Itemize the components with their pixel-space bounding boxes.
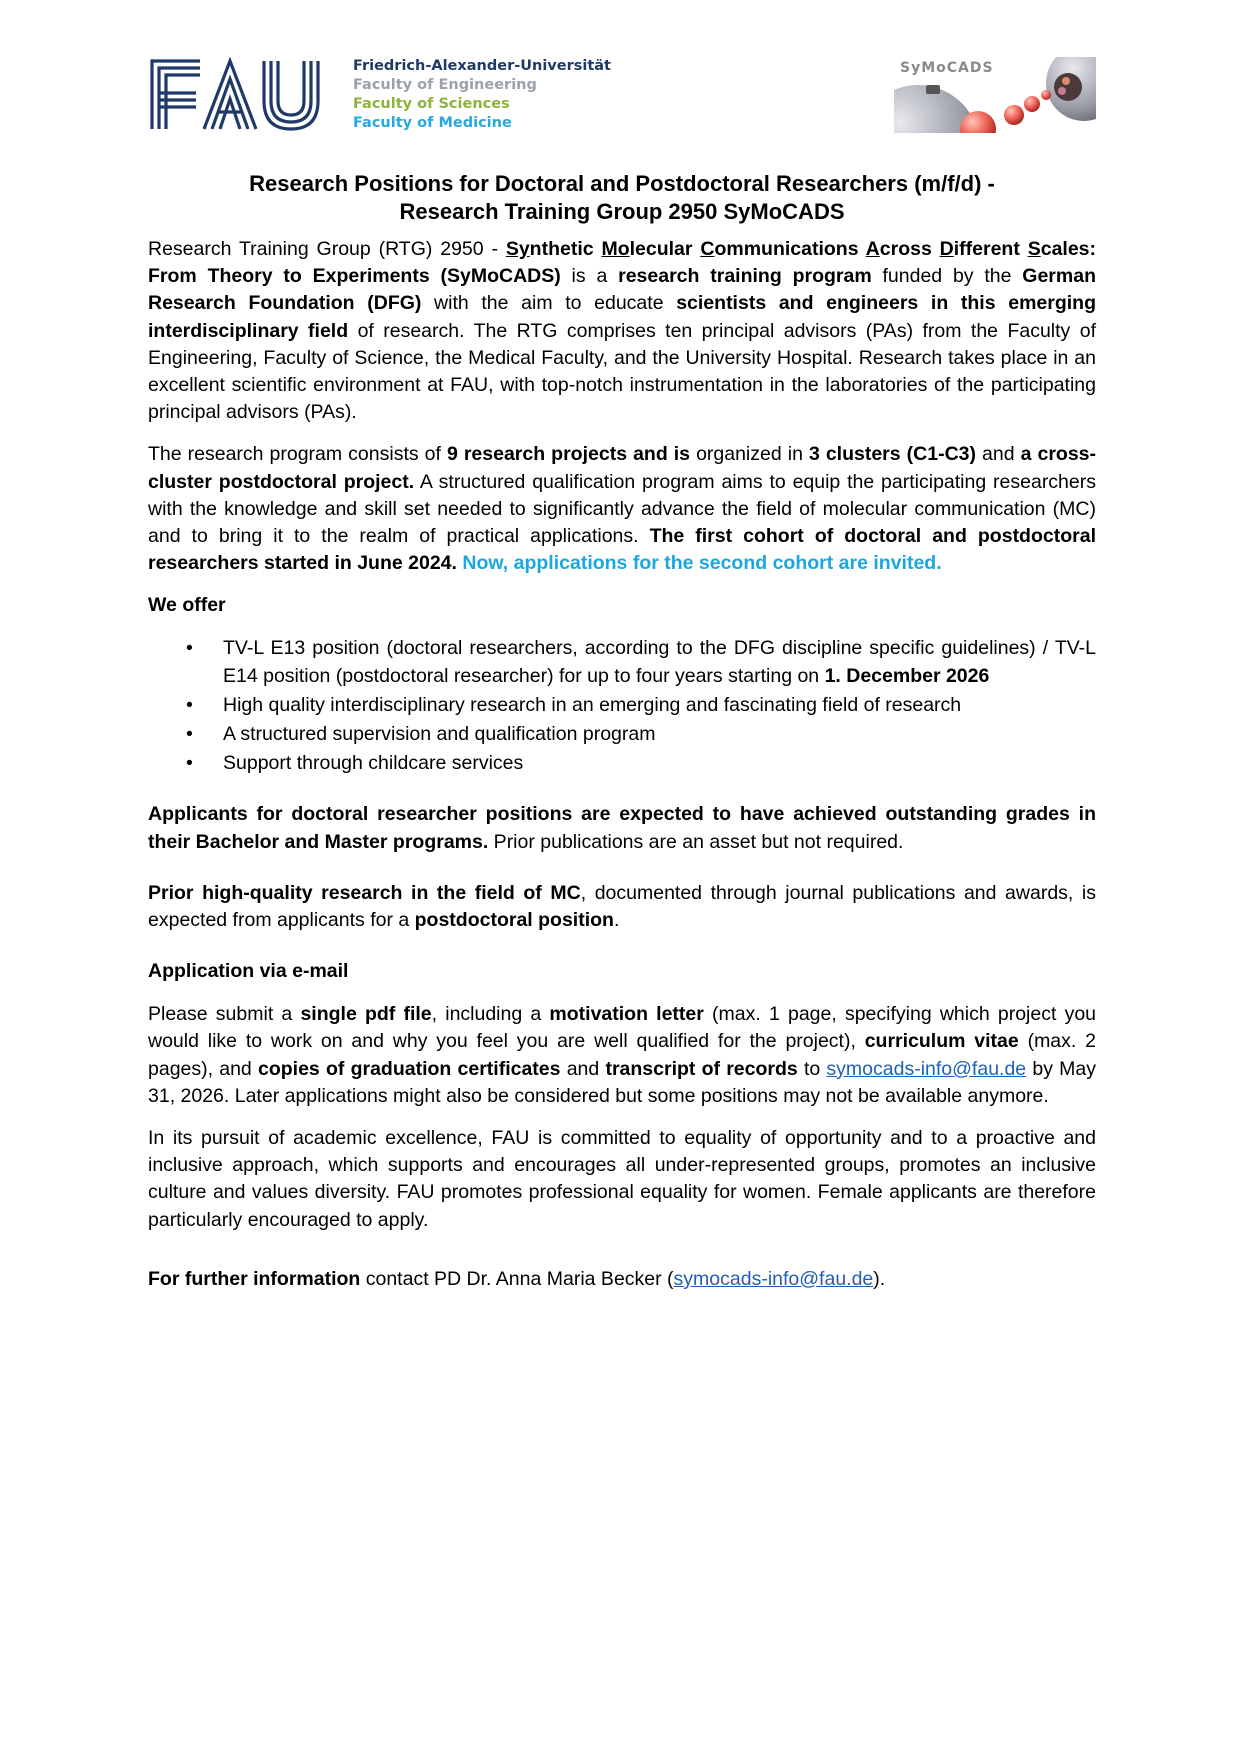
text: Research Training Group (RTG) 2950 - [148,238,506,260]
text: . [613,909,620,932]
text: cales: From Theory to Experiments (SyMoCADS) [148,238,1097,288]
title-line-2: Research Training Group 2950 SyMoCADS [399,199,845,224]
bold-text: single pdf file [300,1003,432,1026]
offer-list [148,635,1096,777]
bold-text: 9 research projects and is [446,443,691,466]
text: organized in [690,443,809,466]
text: (max. 1 page, specifying which project you would like to work on and why you feel you are well qualified for the project), [148,1003,1097,1053]
bullet-icon: • [186,637,193,660]
text: ). [873,1267,886,1290]
list-item [186,750,1096,777]
text: contact PD Dr. Anna Maria Becker ( [360,1267,674,1290]
acronym-letter: A [865,238,880,260]
text: by May 31, 2026. Later applications might also be considered but some positions may not be available anymore. [148,1057,1096,1107]
bold-text: curriculum vitae [864,1030,1019,1053]
bold-text: Prior high-quality research in the field of MC [148,881,581,904]
bold-text: scientists and engineers in this emerging interdisciplinary field [148,292,1096,342]
offer-heading: We offer [148,594,226,617]
acronym-letter: D [939,238,954,260]
text: (max. 2 pages), and [148,1030,1096,1080]
call-for-applications-highlight: Now, applications for the second cohort are invited. [462,552,942,575]
text: ommunications [714,238,866,260]
bold-text: Applicants for doctoral researcher positions are expected to have achieved outstanding grades in their Bachelor and Master programs. [148,803,1096,853]
text: and [976,443,1021,466]
program-paragraph [148,441,1096,577]
acronym-letter: Mo [601,238,630,260]
bold-text: copies of graduation certificates [257,1057,561,1080]
text: funded by the [871,265,1023,288]
equality-paragraph: In its pursuit of academic excellence, FAU is committed to equality of opportunity and to a proactive and inclusive approach, which supports and encourages all under-represented groups, promotes an inclusive culture and values diversity. FAU promotes professional equality for women. Female applicants are therefore particularly encouraged to apply. [148,1127,1096,1231]
text: to [797,1057,827,1080]
bold-text: German Research Foundation (DFG) [148,265,1096,315]
application-paragraph [148,1001,1096,1110]
acronym-letter: S [1027,238,1041,260]
faculty-sciences: Faculty of Sciences [353,96,510,112]
text: ifferent [953,238,1028,260]
text: nthetic [529,238,602,260]
postdoc-requirements [148,880,1096,934]
intro-paragraph [148,236,1096,426]
symocads-wordmark: SyMoCADS [900,60,994,76]
acronym-letter: Sy [505,238,530,260]
text: A structured qualification program aims to equip the participating researchers with the knowledge and skill set needed to significantly advance the field of molecular communication (MC) and to bring it to the realm of practical applications. [148,470,1096,548]
bold-text: a cross-cluster postdoctoral project. [148,443,1097,493]
text: Prior publications are an asset but not required. [488,830,904,853]
faculty-engineering: Faculty of Engineering [353,77,537,93]
list-item [186,721,1096,748]
text: High quality interdisciplinary research in an emerging and fascinating field of research [223,693,962,716]
text: , documented through journal publications and awards, is expected from applicants for a [148,881,1096,932]
bold-text: 3 clusters (C1-C3) [808,443,976,466]
text: and [560,1057,606,1080]
university-name: Friedrich-Alexander-Universität [353,58,611,74]
document-body [148,170,1096,1293]
bullet-icon: • [186,693,193,716]
contact-paragraph [148,1266,1096,1293]
symocads-logo [894,57,1096,133]
application-heading: Application via e-mail [148,960,349,983]
doctoral-requirements [148,801,1096,855]
page-title [148,170,1096,226]
contact-email-link[interactable]: symocads-info@fau.de [673,1267,874,1290]
text: , including a [431,1003,550,1026]
title-line-1: Research Positions for Doctoral and Postdoctoral Researchers (m/f/d) - [249,171,995,196]
text: cross [879,238,940,260]
fau-logo [148,57,348,131]
bold-text: research training program [618,265,872,288]
bullet-icon: • [186,723,193,746]
start-date: 1. December 2026 [824,664,990,687]
acronym-letter: C [700,238,715,260]
text: is a [560,265,619,288]
text: of research. The RTG comprises ten principal advisors (PAs) from the Faculty of Engineering, Faculty of Science, the Medical Faculty, and the University Hospital. Research takes place in an excellent scientific environment at FAU, with top-notch instrumentation in the laboratories of the participating principal advisors (PAs). [148,319,1096,424]
fau-faculty-list [353,57,611,133]
bold-text: For further information [148,1267,361,1290]
text: A structured supervision and qualification program [223,723,656,746]
list-item [186,635,1096,689]
bold-text: The first cohort of doctoral and postdoctoral researchers started in June 2024. [148,525,1096,575]
text: with the aim to educate [421,292,677,315]
fau-logo-mark-icon [148,57,348,131]
bold-text: transcript of records [605,1057,798,1080]
application-email-link[interactable]: symocads-info@fau.de [826,1057,1027,1080]
text: Please submit a [148,1003,301,1026]
bold-text: postdoctoral position [414,909,614,932]
text: The research program consists of [148,443,447,466]
text: Support through childcare services [223,752,524,775]
bullet-icon: • [186,752,193,775]
bold-text: motivation letter [549,1003,704,1026]
text: TV-L E13 position (doctoral researchers, according to the DFG discipline specific guidelines) / TV-L E14 position (postdoctoral researcher) for up to four years starting on [223,637,1096,687]
faculty-medicine: Faculty of Medicine [353,115,512,131]
list-item [186,692,1096,719]
page-header [148,55,1096,135]
text: lecular [629,238,701,260]
